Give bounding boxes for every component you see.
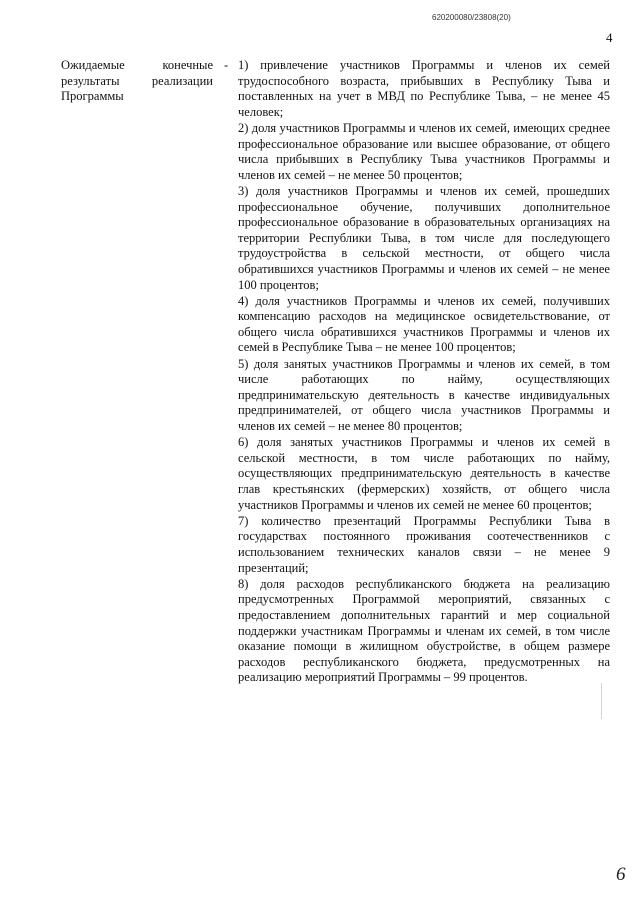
result-item-6: 6) доля занятых участников Программы и членов их семей в сельской местности, в том числе работающих по найму, осуществляющих предпринимательскую деятельность в качестве глав крестьянских (фермерских) хозяйств, от общего числа участников Программы и членов их семей не менее 60 процентов; xyxy=(238,435,610,512)
result-item-4: 4) доля участников Программы и членов их семей, получивших компенсацию расходов на медицинское освидетельствование, от общего числа обратившихся участников Программы и членов их семей в Республике Тыва – не менее 100 процентов; xyxy=(238,293,610,355)
result-item-1: 1) привлечение участников Программы и членов их семей трудоспособного возраста, прибывших в Республику Тыва и поставленных на учет в МВД по Республике Тыва, – не менее 45 человек; xyxy=(238,58,610,119)
handwritten-page-mark: 6 xyxy=(616,864,626,885)
page-number: 4 xyxy=(606,30,613,45)
result-item-5: 5) доля занятых участников Программы и членов их семей, в том числе работающих по найму, осуществляющих предпринимательскую деятельность в качестве индивидуальных предпринимателей, от общего числа участников Программы и членов их семей – не менее 80 процентов; xyxy=(238,356,610,434)
result-item-2: 2) доля участников Программы и членов их семей, имеющих среднее профессиональное образование или высшее образование, от общего числа прибывших в Республику Тыва участников Программы и членов их семей – не менее 50 процентов; xyxy=(238,120,610,182)
results-list xyxy=(238,58,610,686)
scan-artifact-line xyxy=(601,683,602,719)
result-item-8: 8) доля расходов республиканского бюджета на реализацию предусмотренных Программой мероприятий, связанных с предоставлением дополнительных гарантий и мер социальной поддержки участникам Программы и членам их семей, в том числе оказание помощи в жилищном обустройстве, в общем размере расходов республиканского бюджета, предусмотренных на реализацию мероприятий Программы – 99 процентов. xyxy=(238,576,610,685)
result-item-3: 3) доля участников Программы и членов их семей, прошедших профессиональное обучение, получивших дополнительное профессиональное образование в образовательных организациях на территории Республики Тыва, в том числе для последующего трудоустройства в сельской местности, от общего числа обратившихся участников Программы и членов их семей – не менее 100 процентов; xyxy=(238,183,610,292)
row-label: Ожидаемые конечные результаты реализации Программы xyxy=(61,58,213,103)
document-code: 620200080/23808(20) xyxy=(432,13,511,22)
row-dash: - xyxy=(224,58,229,72)
result-item-7: 7) количество презентаций Программы Республики Тыва в государствах постоянного проживания соотечественников с использованием технических каналов связи – не менее 9 презентаций; xyxy=(238,513,610,575)
